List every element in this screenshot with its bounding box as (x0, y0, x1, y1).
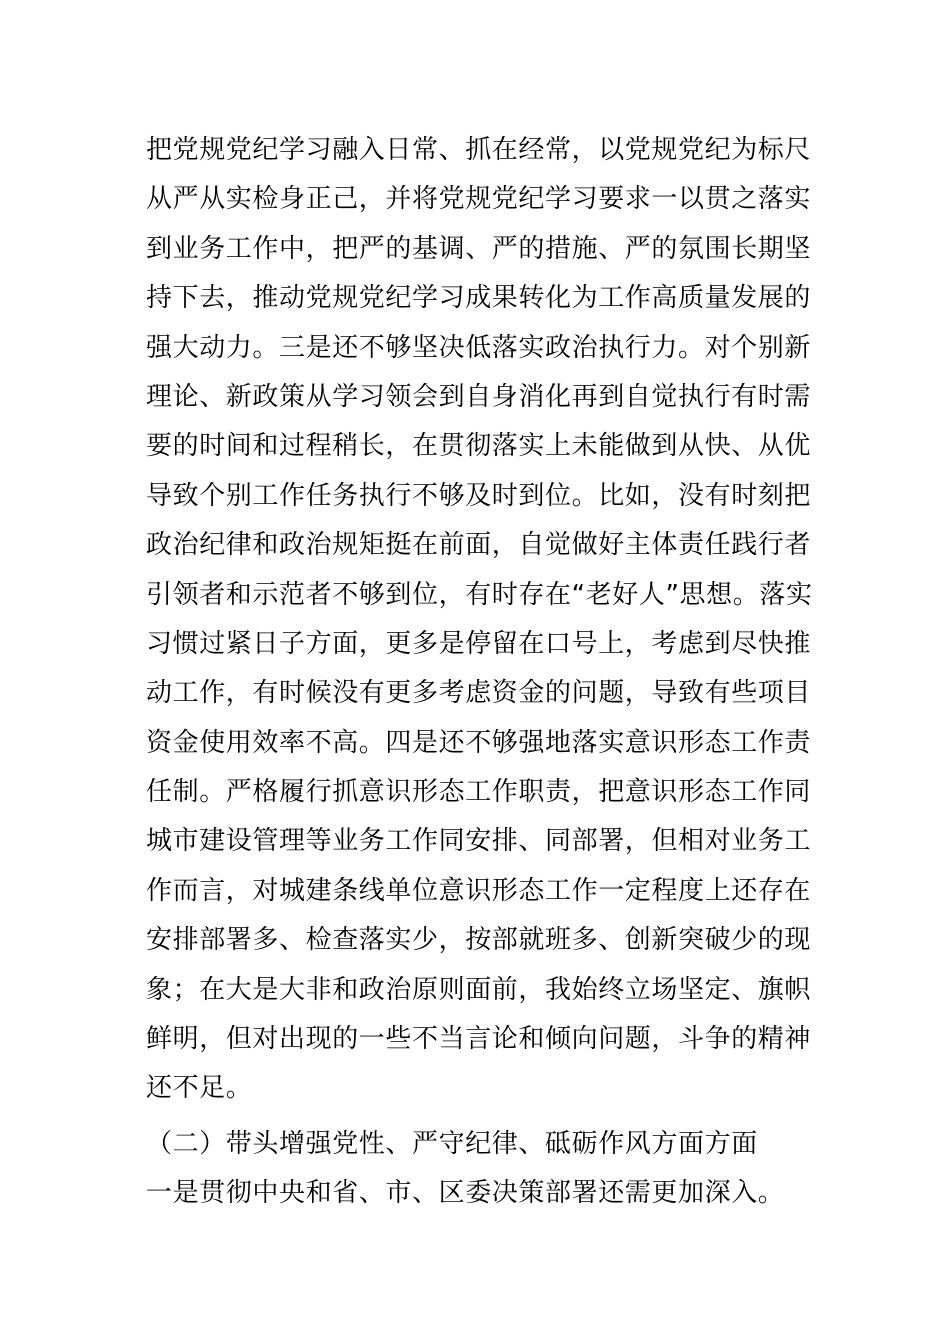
text-line: 城市建设管理等业务工作同安排、同部署，但相对业务工 (146, 826, 812, 857)
text-line: 任制。严格履行抓意识形态工作职责，把意识形态工作同 (146, 777, 812, 808)
text-line: 作而言，对城建条线单位意识形态工作一定程度上还存在 (146, 875, 812, 906)
text-line: 资金使用效率不高。四是还不够强地落实意识形态工作责 (146, 727, 812, 758)
text-line: 安排部署多、检查落实少，按部就班多、创新突破少的现 (146, 925, 812, 956)
section-first-line: 一是贯彻中央和省、市、区委决策部署还需更加深入。 (146, 1178, 785, 1209)
text-line: 政治纪律和政治规矩挺在前面，自觉做好主体责任践行者 (146, 530, 812, 561)
text-line: 鲜明，但对出现的一些不当言论和倾向问题，斗争的精神 (146, 1024, 812, 1055)
text-line: 习惯过紧日子方面，更多是停留在口号上，考虑到尽快推 (146, 628, 812, 659)
body-paragraph (146, 126, 813, 1114)
text-line: 导致个别工作任务执行不够及时到位。比如，没有时刻把 (146, 480, 812, 511)
text-line: 强大动力。三是还不够坚决低落实政治执行力。对个别新 (146, 332, 812, 363)
text-line: 引领者和示范者不够到位，有时存在“老好人”思想。落实 (146, 579, 813, 610)
text-line: 动工作，有时候没有更多考虑资金的问题，导致有些项目 (146, 678, 812, 709)
text-line: 还不足。 (146, 1073, 253, 1104)
text-line: 到业务工作中，把严的基调、严的措施、严的氛围长期坚 (146, 233, 812, 264)
text-line: 要的时间和过程稍长，在贯彻落实上未能做到从快、从优 (146, 431, 812, 462)
text-line: 从严从实检身正己，并将党规党纪学习要求一以贯之落实 (146, 184, 812, 215)
text-line: 象；在大是大非和政治原则面前，我始终立场坚定、旗帜 (146, 974, 812, 1005)
section-block (146, 1120, 846, 1219)
text-line: 持下去，推动党规党纪学习成果转化为工作高质量发展的 (146, 283, 812, 314)
text-line: 理论、新政策从学习领会到自身消化再到自觉执行有时需 (146, 381, 812, 412)
text-line: 把党规党纪学习融入日常、抓在经常，以党规党纪为标尺 (146, 135, 812, 165)
section-heading: （二）带头增强党性、严守纪律、砥砺作风方面方面 (146, 1129, 758, 1159)
